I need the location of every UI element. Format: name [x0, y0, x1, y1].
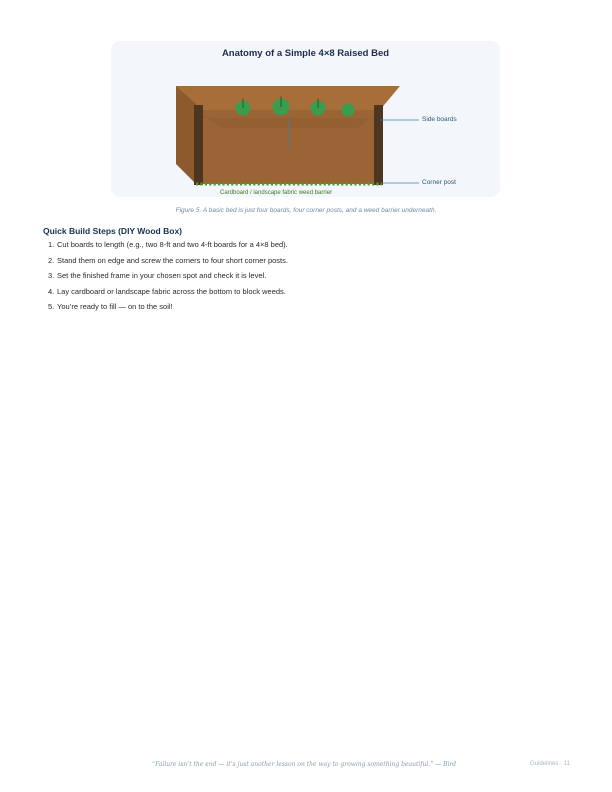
step-text: Cut boards to length (e.g., two 8-ft and two 4-ft boards for a 4×8 bed).: [57, 240, 288, 249]
footer-quote: “Failure isn’t the end — it’s just another lesson on the way to growing something beautiful.” — Bird: [152, 761, 457, 768]
list-item: [48, 271, 288, 287]
step-text: Lay cardboard or landscape fabric across the bottom to block weeds.: [57, 286, 286, 296]
step-text: Stand them on edge and screw the corners to four short corner posts.: [57, 255, 288, 265]
figure-caption: Figure 5. A basic bed is just four boards, four corner posts, and a weed barrier underneath.: [175, 207, 437, 214]
step-text: Set the finished frame in your chosen spot and check it is level.: [57, 271, 267, 281]
figure-title: Anatomy of a Simple 4×8 Raised Bed: [221, 48, 390, 59]
build-steps-heading: Quick Build Steps (DIY Wood Box): [43, 226, 183, 236]
build-steps-list: [48, 240, 288, 318]
step-number: 4.: [48, 286, 55, 296]
step-number: 2.: [48, 255, 55, 265]
corner-post-callout: Corner post: [422, 179, 456, 186]
step-number: 3.: [48, 271, 55, 281]
side-boards-callout: Side boards: [422, 116, 457, 123]
list-item: [48, 240, 288, 256]
list-item: [48, 256, 288, 272]
list-item: [48, 287, 288, 303]
step-number: 5.: [48, 302, 55, 312]
corner-post-left: [194, 105, 203, 185]
weed-barrier-label: Cardboard / landscape fabric weed barrier: [220, 190, 333, 196]
plant-icon: [342, 104, 355, 117]
footer-page-label: Guidelines · 11: [530, 761, 570, 767]
step-text: You’re ready to fill — on to the soil!: [57, 302, 173, 312]
list-item: [48, 302, 288, 318]
corner-post-right: [374, 105, 383, 185]
step-number: 1.: [48, 240, 55, 249]
